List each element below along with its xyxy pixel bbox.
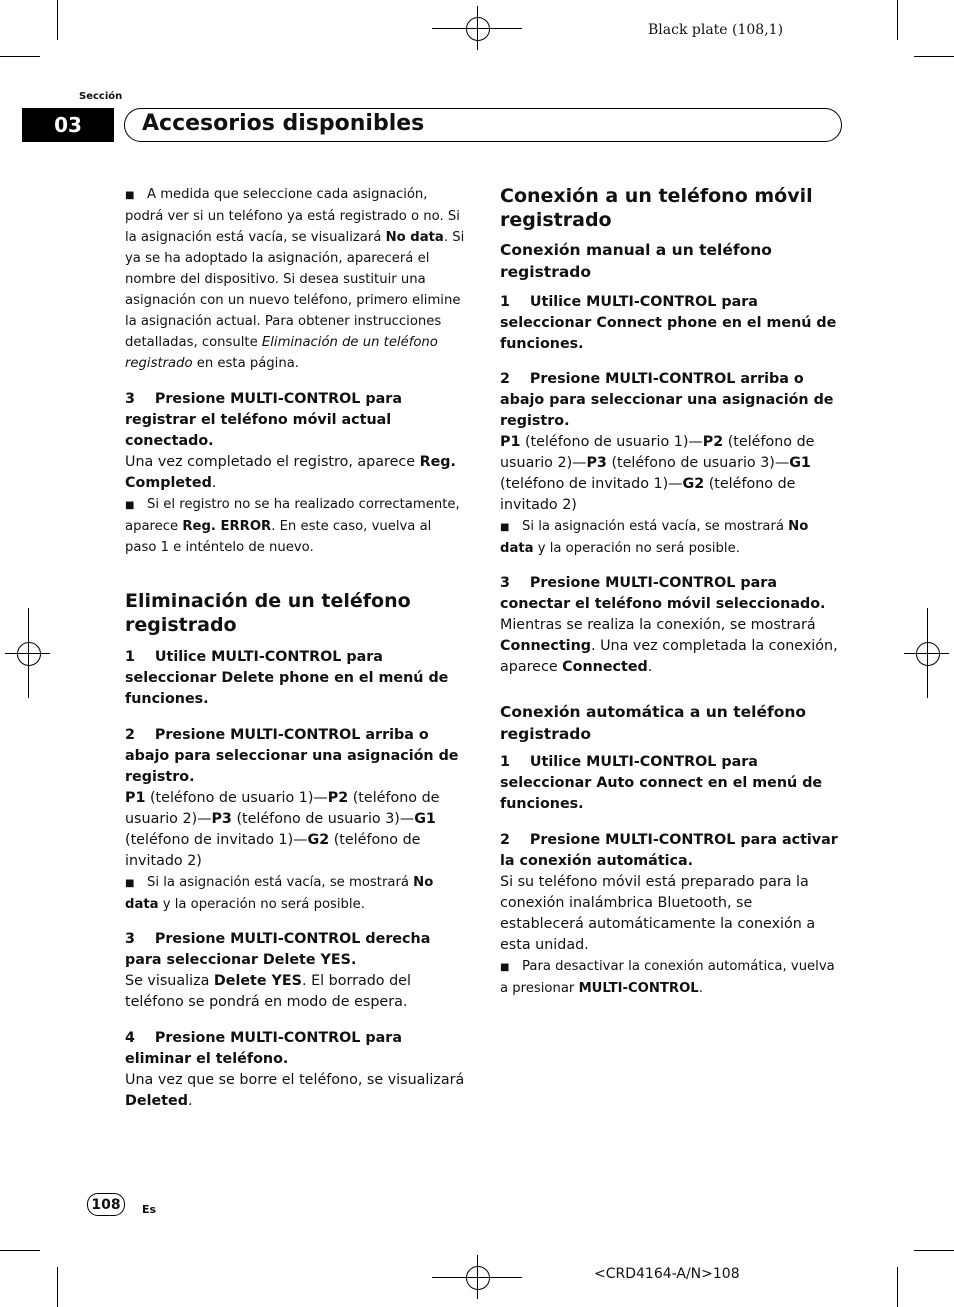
crop-mark bbox=[914, 56, 954, 57]
step-heading: 3 Presione MULTI-CONTROL para conectar el teléfono móvil seleccionado. bbox=[500, 575, 826, 612]
registration-mark bbox=[28, 608, 29, 698]
left-column bbox=[125, 184, 465, 1112]
step-body: P1 (teléfono de usuario 1)—P2 (teléfono de usuario 2)—P3 (teléfono de usuario 3)—G1 (teléfono de invitado 1)—G2 (teléfono de invitado 2) bbox=[500, 434, 815, 513]
step-heading: 3 Presione MULTI-CONTROL derecha para seleccionar Delete YES. bbox=[125, 931, 431, 968]
square-bullet-icon: ■ bbox=[125, 878, 135, 889]
step-heading: 3 Presione MULTI-CONTROL para registrar el teléfono móvil actual conectado. bbox=[125, 391, 402, 449]
registration-mark bbox=[477, 6, 478, 50]
note: ■ Si la asignación está vacía, se mostrará No data y la operación no será posible. bbox=[500, 519, 809, 556]
step-heading: 1 Utilice MULTI-CONTROL para seleccionar Delete phone en el menú de funciones. bbox=[125, 649, 449, 707]
registration-mark bbox=[477, 1255, 478, 1299]
note: ■ A medida que seleccione cada asignación, podrá ver si un teléfono ya está registrado o no. Si la asignación está vacía, se visualizará No data. Si ya se ha adoptado la asignación, aparecerá el nombre del dispositivo. Si desea sustituir una asignación con un nuevo teléfono, primero elimine la asignación actual. Para obtener instrucciones detalladas, consulte Eliminación de un teléfono registrado en esta página. bbox=[125, 187, 465, 371]
crop-mark bbox=[0, 1250, 40, 1251]
step-body: Se visualiza Delete YES. El borrado del teléfono se pondrá en modo de espera. bbox=[125, 973, 411, 1010]
step-heading: 1 Utilice MULTI-CONTROL para seleccionar Connect phone en el menú de funciones. bbox=[500, 294, 837, 352]
subsection-heading: Conexión manual a un teléfono registrado bbox=[500, 241, 772, 281]
square-bullet-icon: ■ bbox=[500, 962, 510, 973]
plate-label: Black plate (108,1) bbox=[648, 22, 784, 38]
section-title: Accesorios disponibles bbox=[142, 111, 425, 136]
language-code: Es bbox=[142, 1203, 157, 1216]
registration-mark bbox=[927, 608, 928, 698]
step-body: Mientras se realiza la conexión, se mostrará Connecting. Una vez completada la conexión, aparece Connected. bbox=[500, 617, 838, 675]
crop-mark bbox=[0, 56, 40, 57]
section-label: Sección bbox=[79, 91, 123, 102]
square-bullet-icon: ■ bbox=[125, 190, 135, 201]
square-bullet-icon: ■ bbox=[125, 500, 135, 511]
step-heading: 4 Presione MULTI-CONTROL para eliminar el teléfono. bbox=[125, 1030, 402, 1067]
crop-mark bbox=[897, 1267, 898, 1307]
page-number: 108 bbox=[87, 1193, 125, 1216]
square-bullet-icon: ■ bbox=[500, 522, 510, 533]
crop-mark bbox=[57, 1267, 58, 1307]
step-heading: 2 Presione MULTI-CONTROL arriba o abajo para seleccionar una asignación de registro. bbox=[500, 371, 834, 429]
registration-mark bbox=[17, 642, 41, 666]
right-column bbox=[500, 184, 840, 999]
step-heading: 1 Utilice MULTI-CONTROL para seleccionar Auto connect en el menú de funciones. bbox=[500, 754, 823, 812]
crop-mark bbox=[57, 0, 58, 40]
section-heading: Eliminación de un teléfono registrado bbox=[125, 590, 411, 636]
step-body: P1 (teléfono de usuario 1)—P2 (teléfono de usuario 2)—P3 (teléfono de usuario 3)—G1 (teléfono de invitado 1)—G2 (teléfono de invitado 2) bbox=[125, 790, 440, 869]
note: ■ Si el registro no se ha realizado correctamente, aparece Reg. ERROR. En este caso, vuelva al paso 1 e inténtelo de nuevo. bbox=[125, 497, 460, 555]
crop-mark bbox=[914, 1250, 954, 1251]
registration-mark bbox=[466, 17, 490, 41]
step-heading: 2 Presione MULTI-CONTROL arriba o abajo para seleccionar una asignación de registro. bbox=[125, 727, 459, 785]
step-body: Una vez que se borre el teléfono, se visualizará Deleted. bbox=[125, 1072, 465, 1109]
step-body: Una vez completado el registro, aparece Reg. Completed. bbox=[125, 454, 456, 491]
step-body: Si su teléfono móvil está preparado para la conexión inalámbrica Bluetooth, se establecerá automáticamente la conexión a esta unidad. bbox=[500, 874, 816, 953]
note: ■ Si la asignación está vacía, se mostrará No data y la operación no será posible. bbox=[125, 875, 434, 912]
section-heading: Conexión a un teléfono móvil registrado bbox=[500, 185, 813, 231]
document-code: <CRD4164-A/N>108 bbox=[594, 1266, 740, 1282]
registration-mark bbox=[916, 642, 940, 666]
section-number: 03 bbox=[22, 108, 114, 142]
note: ■ Para desactivar la conexión automática, vuelva a presionar MULTI-CONTROL. bbox=[500, 959, 835, 996]
subsection-heading: Conexión automática a un teléfono registrado bbox=[500, 703, 807, 743]
crop-mark bbox=[897, 0, 898, 40]
step-heading: 2 Presione MULTI-CONTROL para activar la conexión automática. bbox=[500, 832, 838, 869]
registration-mark bbox=[466, 1266, 490, 1290]
